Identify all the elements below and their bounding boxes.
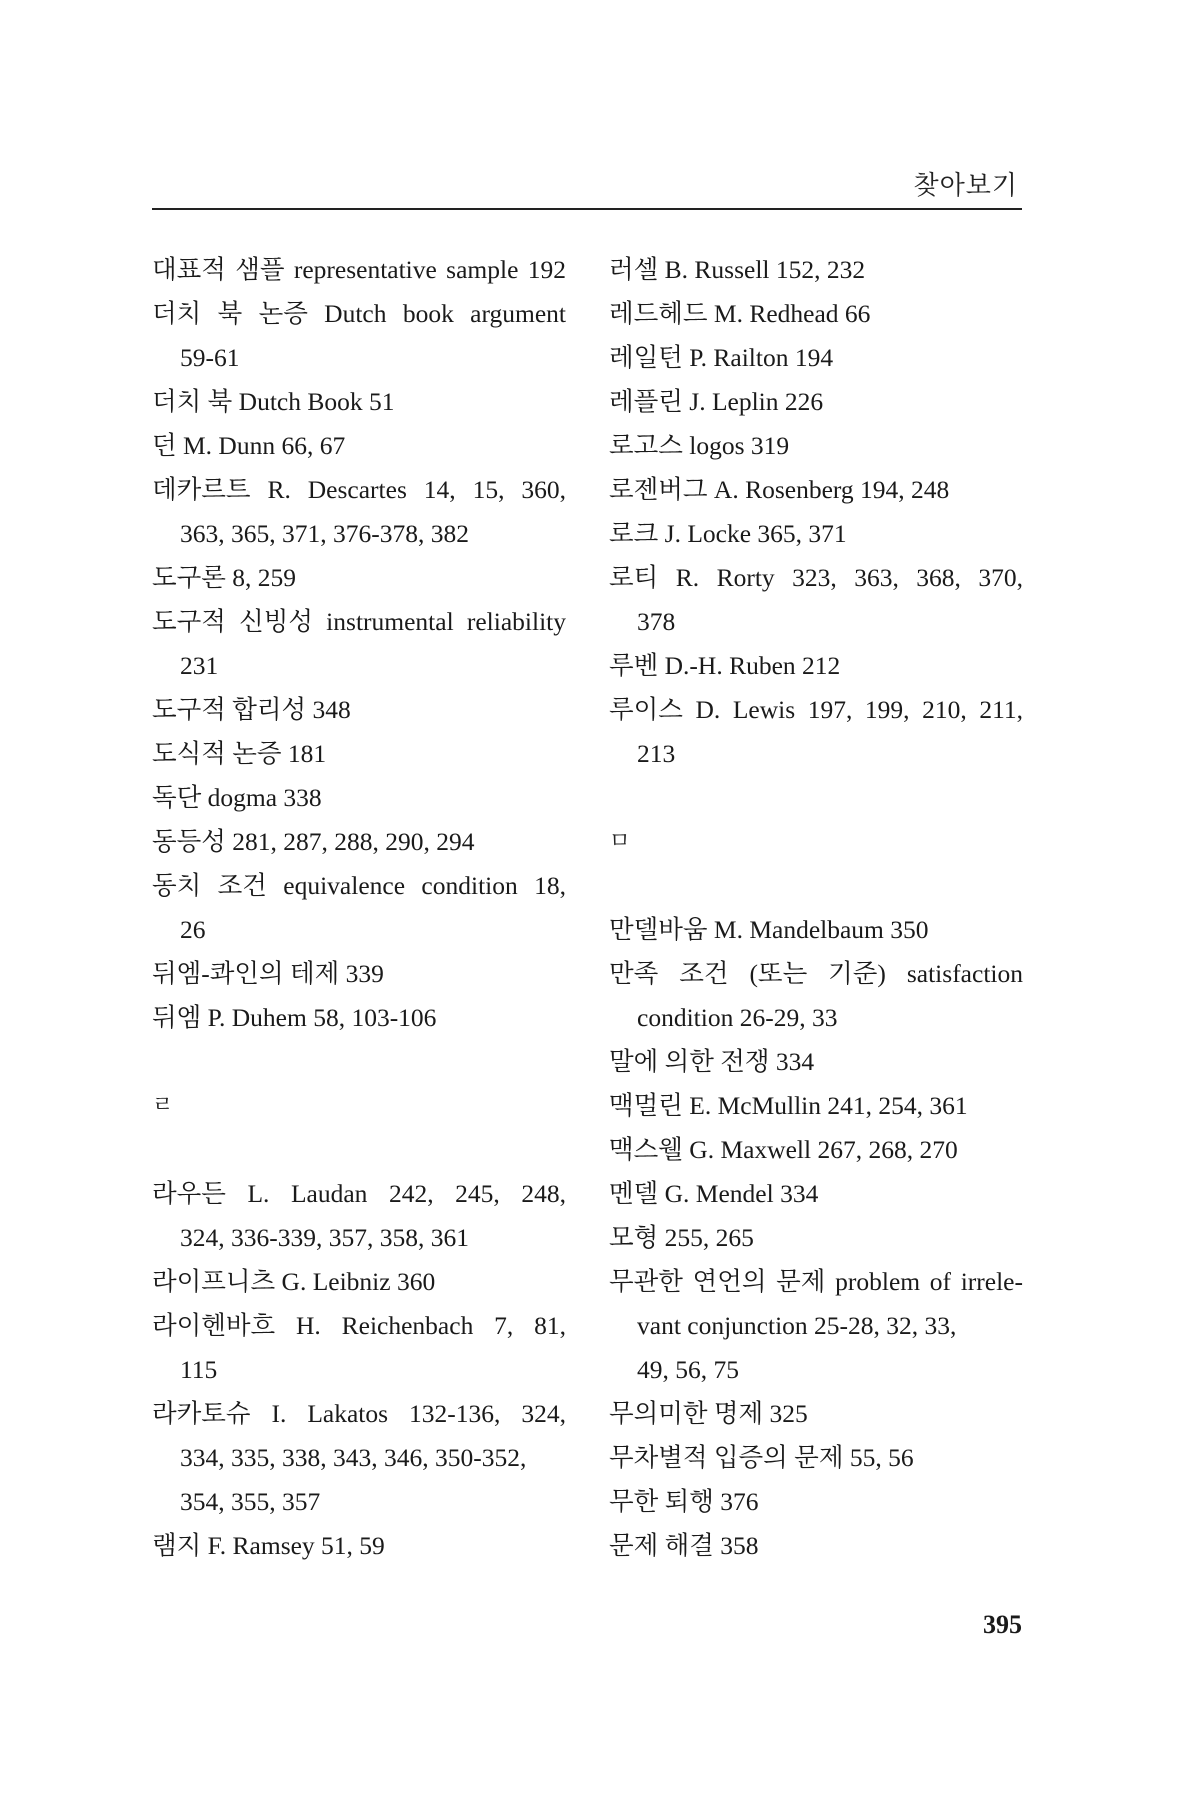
index-entry-line: 로티 R. Rorty 323, 363, 368, 370, [609,563,1023,592]
index-entry-continuation: condition 26-29, 33 [637,1003,838,1032]
index-column-right [609,248,1023,1568]
index-entry-line: 던 M. Dunn 66, 67 [152,431,346,460]
index-entry-line: 말에 의한 전쟁 334 [609,1047,815,1076]
index-entry-line: 더치 북 논증 Dutch book argument [152,299,566,328]
index-entry-line: 레일턴 P. Railton 194 [609,343,834,372]
index-entry-line: 로크 J. Locke 365, 371 [609,519,847,548]
index-entry-continuation: 59-61 [180,343,240,372]
index-entry-continuation: 231 [180,651,219,680]
index-entry-continuation: 334, 335, 338, 343, 346, 350-352, [180,1443,527,1472]
index-entry-line: 라카토슈 I. Lakatos 132-136, 324, [152,1399,566,1428]
index-entry-line: 무한 퇴행 376 [609,1487,759,1516]
index-entry-line: 로고스 logos 319 [609,431,790,460]
index-entry-line: 레드헤드 M. Redhead 66 [609,299,871,328]
index-blank-line [609,864,1023,908]
index-blank-line [609,776,1023,820]
index-blank-line [152,1128,566,1172]
index-entry-line: 라우든 L. Laudan 242, 245, 248, [152,1179,566,1208]
index-entry-line: 램지 F. Ramsey 51, 59 [152,1531,385,1560]
index-entry-line: 모형 255, 265 [609,1223,754,1252]
index-entry-line: 도식적 논증 181 [152,739,327,768]
running-header [152,158,1022,210]
index-entry-continuation: 49, 56, 75 [637,1355,739,1384]
index-blank-line [152,1040,566,1084]
index-section-letter: ㄹ [152,1093,174,1118]
index-entry-line: 대표적 샘플 representative sample 192 [152,255,566,284]
index-entry-continuation: 115 [180,1355,218,1384]
page-number: 395 [983,1610,1022,1639]
index-entry-line: 무의미한 명제 325 [609,1399,808,1428]
index-entry-line: 도구적 합리성 348 [152,695,351,724]
index-entry-line: 라이헨바흐 H. Reichenbach 7, 81, [152,1311,566,1340]
index-entry-line: 로젠버그 A. Rosenberg 194, 248 [609,475,950,504]
index-entry-continuation: 378 [637,607,676,636]
index-entry-line: 도구론 8, 259 [152,563,297,592]
index-entry-line: 러셀 B. Russell 152, 232 [609,255,866,284]
index-entry-line: 도구적 신빙성 instrumental reliability [152,607,566,636]
running-header-title: 찾아보기 [913,171,1018,201]
index-entry-continuation: 213 [637,739,676,768]
index-entry-line: 맥스웰 G. Maxwell 267, 268, 270 [609,1135,958,1164]
index-entry-line: 루벤 D.-H. Ruben 212 [609,651,841,680]
index-entry-continuation: 324, 336-339, 357, 358, 361 [180,1223,469,1252]
index-entry-line: 동치 조건 equivalence condition 18, [152,871,566,900]
index-entry-line: 동등성 281, 287, 288, 290, 294 [152,827,475,856]
index-entry-line: 레플린 J. Leplin 226 [609,387,824,416]
index-entry-line: 루이스 D. Lewis 197, 199, 210, 211, [609,695,1023,724]
index-section-letter: ㅁ [609,829,631,854]
index-entry-line: 뒤엠 P. Duhem 58, 103-106 [152,1003,437,1032]
index-entry-line: 무관한 연언의 문제 problem of irrele- [609,1267,1023,1296]
index-entry-line: 독단 dogma 338 [152,783,322,812]
index-entry-continuation: 363, 365, 371, 376-378, 382 [180,519,469,548]
index-entry-continuation: 26 [180,915,206,944]
index-entry-line: 라이프니츠 G. Leibniz 360 [152,1267,436,1296]
index-entry-line: 더치 북 Dutch Book 51 [152,387,395,416]
index-entry-line: 뒤엠-콰인의 테제 339 [152,959,384,988]
index-entry-continuation: 354, 355, 357 [180,1487,321,1516]
index-entry-line: 멘델 G. Mendel 334 [609,1179,819,1208]
index-entry-line: 만델바움 M. Mandelbaum 350 [609,915,929,944]
index-entry-line: 데카르트 R. Descartes 14, 15, 360, [152,475,566,504]
index-entry-line: 만족 조건 (또는 기준) satisfaction [609,959,1023,988]
index-entry-line: 무차별적 입증의 문제 55, 56 [609,1443,914,1472]
index-entry-line: 맥멀린 E. McMullin 241, 254, 361 [609,1091,968,1120]
index-entry-continuation: vant conjunction 25-28, 32, 33, [637,1311,957,1340]
index-column-left [152,248,566,1568]
index-entry-line: 문제 해결 358 [609,1531,759,1560]
